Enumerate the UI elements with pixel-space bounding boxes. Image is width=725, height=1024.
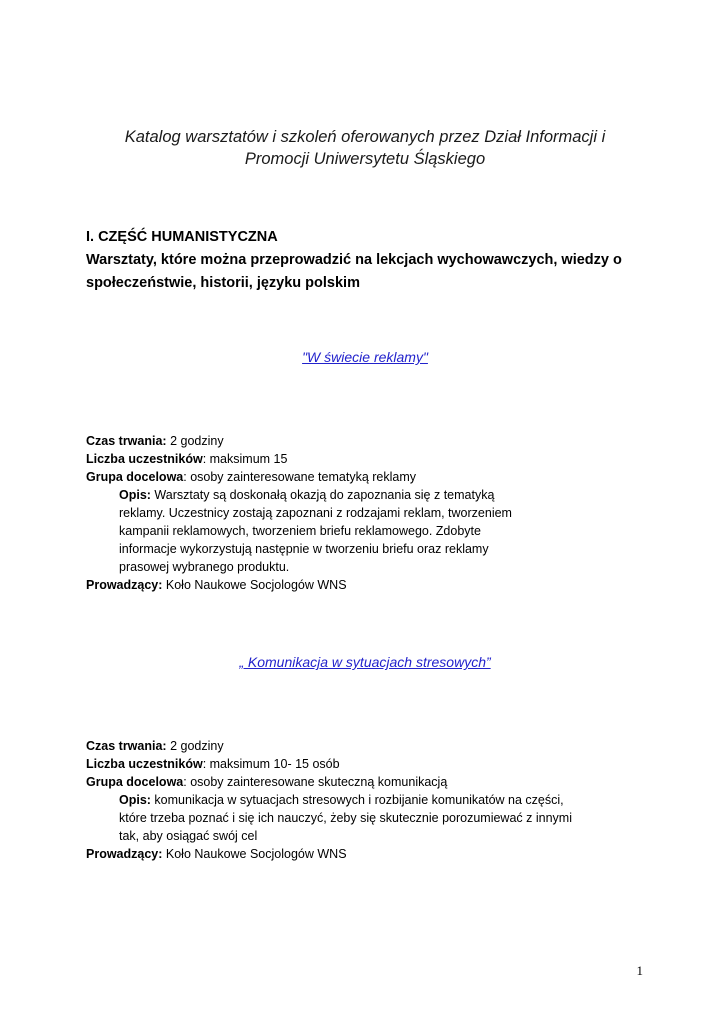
leader-row: [86, 576, 666, 594]
audience-value: : osoby zainteresowane tematyką reklamy: [183, 470, 416, 484]
page-title-line-1: Katalog warsztatów i szkoleń oferowanych przez Dział Informacji i: [124, 128, 606, 146]
participants-label: Liczba uczestników: [86, 757, 203, 771]
section-heading-title: I. CZĘŚĆ HUMANISTYCZNA: [86, 229, 278, 245]
duration-value: 2 godziny: [166, 739, 224, 753]
leader-label: Prowadzący:: [86, 847, 163, 861]
leader-value: Koło Naukowe Socjologów WNS: [162, 578, 347, 592]
leader-row: [86, 845, 666, 863]
page-title-line-2: Promocji Uniwersytetu Śląskiego: [244, 150, 486, 168]
participants-label: Liczba uczestników: [86, 452, 203, 466]
description-paragraph: [86, 486, 539, 576]
leader-value: Koło Naukowe Socjologów WNS: [162, 847, 347, 861]
page-title: [60, 126, 670, 170]
duration-row: [86, 737, 666, 755]
description-text: komunikacja w sytuacjach stresowych i rozbijanie komunikatów na części, które trzeba poznać i się ich nauczyć, żeby się skutecznie porozumiewać z innymi tak, aby osiągać swój cel: [119, 793, 572, 843]
audience-value: : osoby zainteresowane skuteczną komunikacją: [183, 775, 448, 789]
duration-row: [86, 432, 666, 450]
page-number: 1: [636, 963, 643, 978]
leader-label: Prowadzący:: [86, 578, 163, 592]
duration-value: 2 godziny: [166, 434, 224, 448]
section-heading: [86, 226, 666, 295]
description-text: Warsztaty są doskonałą okazją do zapoznania się z tematyką reklamy. Uczestnicy zostają zapoznani z rodzajami reklam, tworzeniem kampanii reklamowych, tworzeniem briefu reklamowego. Zdobyte informacje wykorzystują następnie w tworzeniu briefu oraz reklamy prasowej wybranego produktu.: [119, 488, 512, 574]
audience-label: Grupa docelowa: [86, 470, 184, 484]
workshop-details: [86, 432, 666, 594]
section-subheading-line-2: społeczeństwie, historii, języku polskim: [86, 275, 360, 291]
participants-row: [86, 450, 666, 468]
duration-label: Czas trwania:: [86, 434, 167, 448]
participants-value: : maksimum 10- 15 osób: [202, 757, 340, 771]
audience-row: [86, 773, 666, 791]
workshop-details: [86, 737, 666, 863]
participants-value: : maksimum 15: [202, 452, 288, 466]
workshop-title-link[interactable]: „ Komunikacja w sytuacjach stresowych”: [239, 654, 491, 670]
section-subheading-line-1: Warsztaty, które można przeprowadzić na lekcjach wychowawczych, wiedzy o: [86, 252, 622, 268]
workshop-title-link[interactable]: "W świecie reklamy": [302, 349, 428, 365]
audience-row: [86, 468, 666, 486]
audience-label: Grupa docelowa: [86, 775, 184, 789]
participants-row: [86, 755, 666, 773]
description-label: Opis:: [119, 488, 151, 502]
duration-label: Czas trwania:: [86, 739, 167, 753]
description-paragraph: [86, 791, 589, 845]
description-label: Opis:: [119, 793, 151, 807]
